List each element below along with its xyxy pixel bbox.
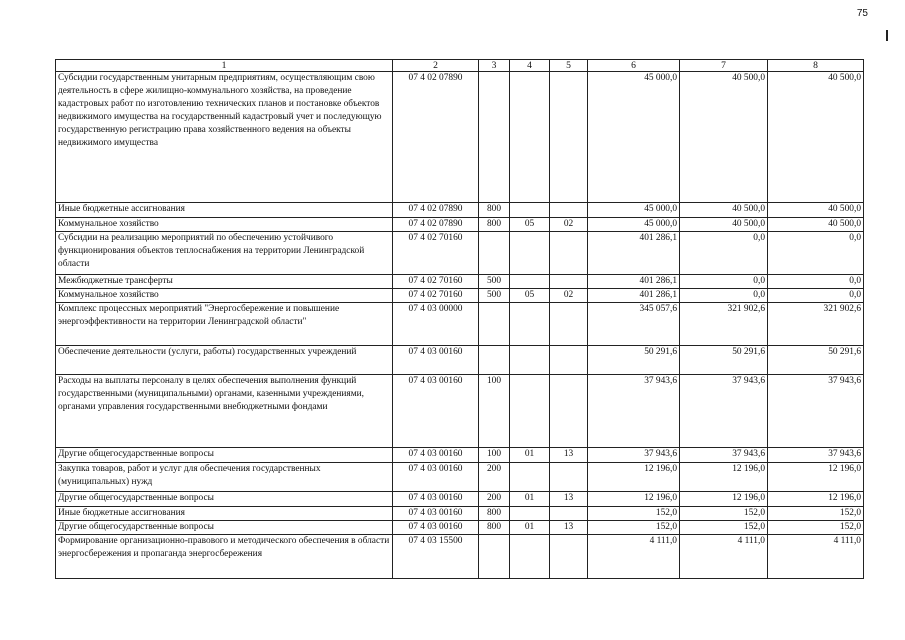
table-cell-col6: 12 196,0 <box>588 492 680 507</box>
table-row <box>56 535 864 579</box>
table-cell-col6: 401 286,1 <box>588 275 680 289</box>
table-cell-col8: 40 500,0 <box>768 72 864 203</box>
table-cell-col3 <box>479 303 510 346</box>
table-cell-col6: 401 286,1 <box>588 289 680 303</box>
table-row <box>56 232 864 275</box>
table-cell-code: 07 4 03 00160 <box>393 346 479 375</box>
table-cell-col6: 152,0 <box>588 507 680 521</box>
table-cell-col8: 0,0 <box>768 275 864 289</box>
table-cell-col3 <box>479 346 510 375</box>
table-cell-col5: 13 <box>550 492 588 507</box>
table-cell-col5: 02 <box>550 289 588 303</box>
table-cell-col6: 50 291,6 <box>588 346 680 375</box>
table-cell-col6: 37 943,6 <box>588 448 680 463</box>
table-cell-col3 <box>479 232 510 275</box>
table-cell-col7: 37 943,6 <box>680 375 768 448</box>
table-cell-name: Расходы на выплаты персоналу в целях обеспечения выполнения функций государственными (муниципальными) органами, казенными учреждениями, органами управления государственными внебюджетными фондами <box>56 375 393 448</box>
scan-edge-mark <box>886 30 888 41</box>
table-cell-col5 <box>550 507 588 521</box>
table-cell-name: Субсидии на реализацию мероприятий по обеспечению устойчивого функционирования объектов теплоснабжения на территории Ленинградской области <box>56 232 393 275</box>
table-cell-col5 <box>550 375 588 448</box>
table-cell-col7: 40 500,0 <box>680 218 768 232</box>
table-cell-col5 <box>550 275 588 289</box>
table-cell-col8: 152,0 <box>768 521 864 535</box>
table-cell-col4 <box>510 375 550 448</box>
table-cell-col4: 01 <box>510 492 550 507</box>
table-cell-name: Другие общегосударственные вопросы <box>56 448 393 463</box>
table-cell-col6: 37 943,6 <box>588 375 680 448</box>
table-cell-col4 <box>510 203 550 218</box>
table-cell-col3: 500 <box>479 275 510 289</box>
header-cell: 4 <box>510 60 550 72</box>
table-cell-col7: 12 196,0 <box>680 492 768 507</box>
table-cell-name: Комплекс процессных мероприятий "Энергосбережение и повышение энергоэффективности на территории Ленинградской области" <box>56 303 393 346</box>
table-cell-name: Коммунальное хозяйство <box>56 218 393 232</box>
table-row <box>56 303 864 346</box>
table-cell-code: 07 4 03 00160 <box>393 463 479 492</box>
table-row <box>56 346 864 375</box>
table-cell-col7: 12 196,0 <box>680 463 768 492</box>
table-cell-col7: 0,0 <box>680 289 768 303</box>
table-cell-col4 <box>510 232 550 275</box>
table-cell-col7: 37 943,6 <box>680 448 768 463</box>
table-cell-col8: 152,0 <box>768 507 864 521</box>
table-row <box>56 289 864 303</box>
header-cell: 6 <box>588 60 680 72</box>
table-cell-code: 07 4 02 70160 <box>393 232 479 275</box>
table-cell-name: Иные бюджетные ассигнования <box>56 203 393 218</box>
header-cell: 2 <box>393 60 479 72</box>
header-cell: 1 <box>56 60 393 72</box>
table-cell-col4: 05 <box>510 218 550 232</box>
table-cell-name: Иные бюджетные ассигнования <box>56 507 393 521</box>
table-cell-col8: 12 196,0 <box>768 492 864 507</box>
header-cell: 8 <box>768 60 864 72</box>
table-cell-code: 07 4 02 70160 <box>393 289 479 303</box>
table-cell-col4: 01 <box>510 448 550 463</box>
header-cell: 3 <box>479 60 510 72</box>
table-cell-col7: 321 902,6 <box>680 303 768 346</box>
table-cell-col4 <box>510 535 550 579</box>
table-cell-col6: 45 000,0 <box>588 218 680 232</box>
table-cell-col5 <box>550 463 588 492</box>
table-cell-col5 <box>550 72 588 203</box>
table-cell-col3: 200 <box>479 463 510 492</box>
table-cell-col4: 01 <box>510 521 550 535</box>
table-cell-col7: 4 111,0 <box>680 535 768 579</box>
table-cell-col7: 0,0 <box>680 232 768 275</box>
header-cell: 5 <box>550 60 588 72</box>
table-cell-col6: 45 000,0 <box>588 203 680 218</box>
table-row <box>56 463 864 492</box>
table-cell-code: 07 4 03 00000 <box>393 303 479 346</box>
table-cell-col3: 100 <box>479 375 510 448</box>
table-cell-name: Обеспечение деятельности (услуги, работы) государственных учреждений <box>56 346 393 375</box>
table-cell-col3: 100 <box>479 448 510 463</box>
page-number: 75 <box>856 8 868 19</box>
table-cell-code: 07 4 03 00160 <box>393 375 479 448</box>
table-row <box>56 275 864 289</box>
table-cell-code: 07 4 02 07890 <box>393 203 479 218</box>
table-cell-col4 <box>510 275 550 289</box>
table-cell-code: 07 4 03 00160 <box>393 521 479 535</box>
table-cell-col8: 0,0 <box>768 289 864 303</box>
table-cell-col5 <box>550 303 588 346</box>
table-cell-col4 <box>510 507 550 521</box>
table-cell-name: Межбюджетные трансферты <box>56 275 393 289</box>
table-cell-col7: 40 500,0 <box>680 72 768 203</box>
table-cell-col4 <box>510 303 550 346</box>
table-cell-col8: 0,0 <box>768 232 864 275</box>
table-cell-code: 07 4 03 15500 <box>393 535 479 579</box>
table-cell-col7: 152,0 <box>680 507 768 521</box>
table-cell-code: 07 4 03 00160 <box>393 448 479 463</box>
table-cell-code: 07 4 02 70160 <box>393 275 479 289</box>
table-cell-col3: 500 <box>479 289 510 303</box>
table-cell-col4: 05 <box>510 289 550 303</box>
table-cell-col8: 37 943,6 <box>768 448 864 463</box>
table-cell-col3: 800 <box>479 203 510 218</box>
table-cell-col8: 37 943,6 <box>768 375 864 448</box>
table-cell-col4 <box>510 72 550 203</box>
table-cell-col5: 13 <box>550 448 588 463</box>
table-cell-col6: 152,0 <box>588 521 680 535</box>
table-cell-col8: 321 902,6 <box>768 303 864 346</box>
table-row <box>56 492 864 507</box>
table-cell-col5: 13 <box>550 521 588 535</box>
table-cell-col6: 401 286,1 <box>588 232 680 275</box>
table-cell-col8: 50 291,6 <box>768 346 864 375</box>
table-cell-col7: 50 291,6 <box>680 346 768 375</box>
table-cell-col5 <box>550 232 588 275</box>
table-cell-name: Другие общегосударственные вопросы <box>56 492 393 507</box>
table-cell-col3 <box>479 72 510 203</box>
table-cell-col4 <box>510 463 550 492</box>
table-cell-col8: 4 111,0 <box>768 535 864 579</box>
table-cell-name: Другие общегосударственные вопросы <box>56 521 393 535</box>
table-cell-col8: 40 500,0 <box>768 218 864 232</box>
table-cell-col7: 0,0 <box>680 275 768 289</box>
table-cell-col8: 12 196,0 <box>768 463 864 492</box>
table-cell-col3: 800 <box>479 521 510 535</box>
table-row <box>56 218 864 232</box>
table-cell-col5: 02 <box>550 218 588 232</box>
table-cell-col3: 800 <box>479 507 510 521</box>
table-cell-col6: 45 000,0 <box>588 72 680 203</box>
table-cell-col7: 152,0 <box>680 521 768 535</box>
table-cell-col6: 4 111,0 <box>588 535 680 579</box>
table-row <box>56 375 864 448</box>
budget-table <box>55 59 864 579</box>
table-cell-code: 07 4 02 07890 <box>393 72 479 203</box>
table-cell-col8: 40 500,0 <box>768 203 864 218</box>
table-cell-col4 <box>510 346 550 375</box>
table-row <box>56 507 864 521</box>
header-row <box>56 60 864 72</box>
table-cell-code: 07 4 02 07890 <box>393 218 479 232</box>
table-row <box>56 72 864 203</box>
table-cell-name: Закупка товаров, работ и услуг для обеспечения государственных (муниципальных) нужд <box>56 463 393 492</box>
table-cell-code: 07 4 03 00160 <box>393 507 479 521</box>
table-row <box>56 521 864 535</box>
table-cell-name: Коммунальное хозяйство <box>56 289 393 303</box>
table-cell-code: 07 4 03 00160 <box>393 492 479 507</box>
table-cell-col5 <box>550 346 588 375</box>
table-cell-col5 <box>550 203 588 218</box>
table-cell-col3: 800 <box>479 218 510 232</box>
table-cell-col6: 345 057,6 <box>588 303 680 346</box>
table-cell-col5 <box>550 535 588 579</box>
table-row <box>56 448 864 463</box>
table-cell-col6: 12 196,0 <box>588 463 680 492</box>
table-row <box>56 203 864 218</box>
table-cell-col7: 40 500,0 <box>680 203 768 218</box>
table-cell-name: Субсидии государственным унитарным предприятиям, осуществляющим свою деятельность в сфере жилищно-коммунального хозяйства, на проведение кадастровых работ по изготовлению технических планов и постановке объектов недвижимого имущества на государственный кадастровый учет и последующую государственную регистрацию права хозяйственного ведения на объекты недвижимого имущества <box>56 72 393 203</box>
header-cell: 7 <box>680 60 768 72</box>
table-cell-col3: 200 <box>479 492 510 507</box>
table-cell-name: Формирование организационно-правового и методического обеспечения в области энергосбережения и пропаганда энергосбережения <box>56 535 393 579</box>
table-cell-col3 <box>479 535 510 579</box>
